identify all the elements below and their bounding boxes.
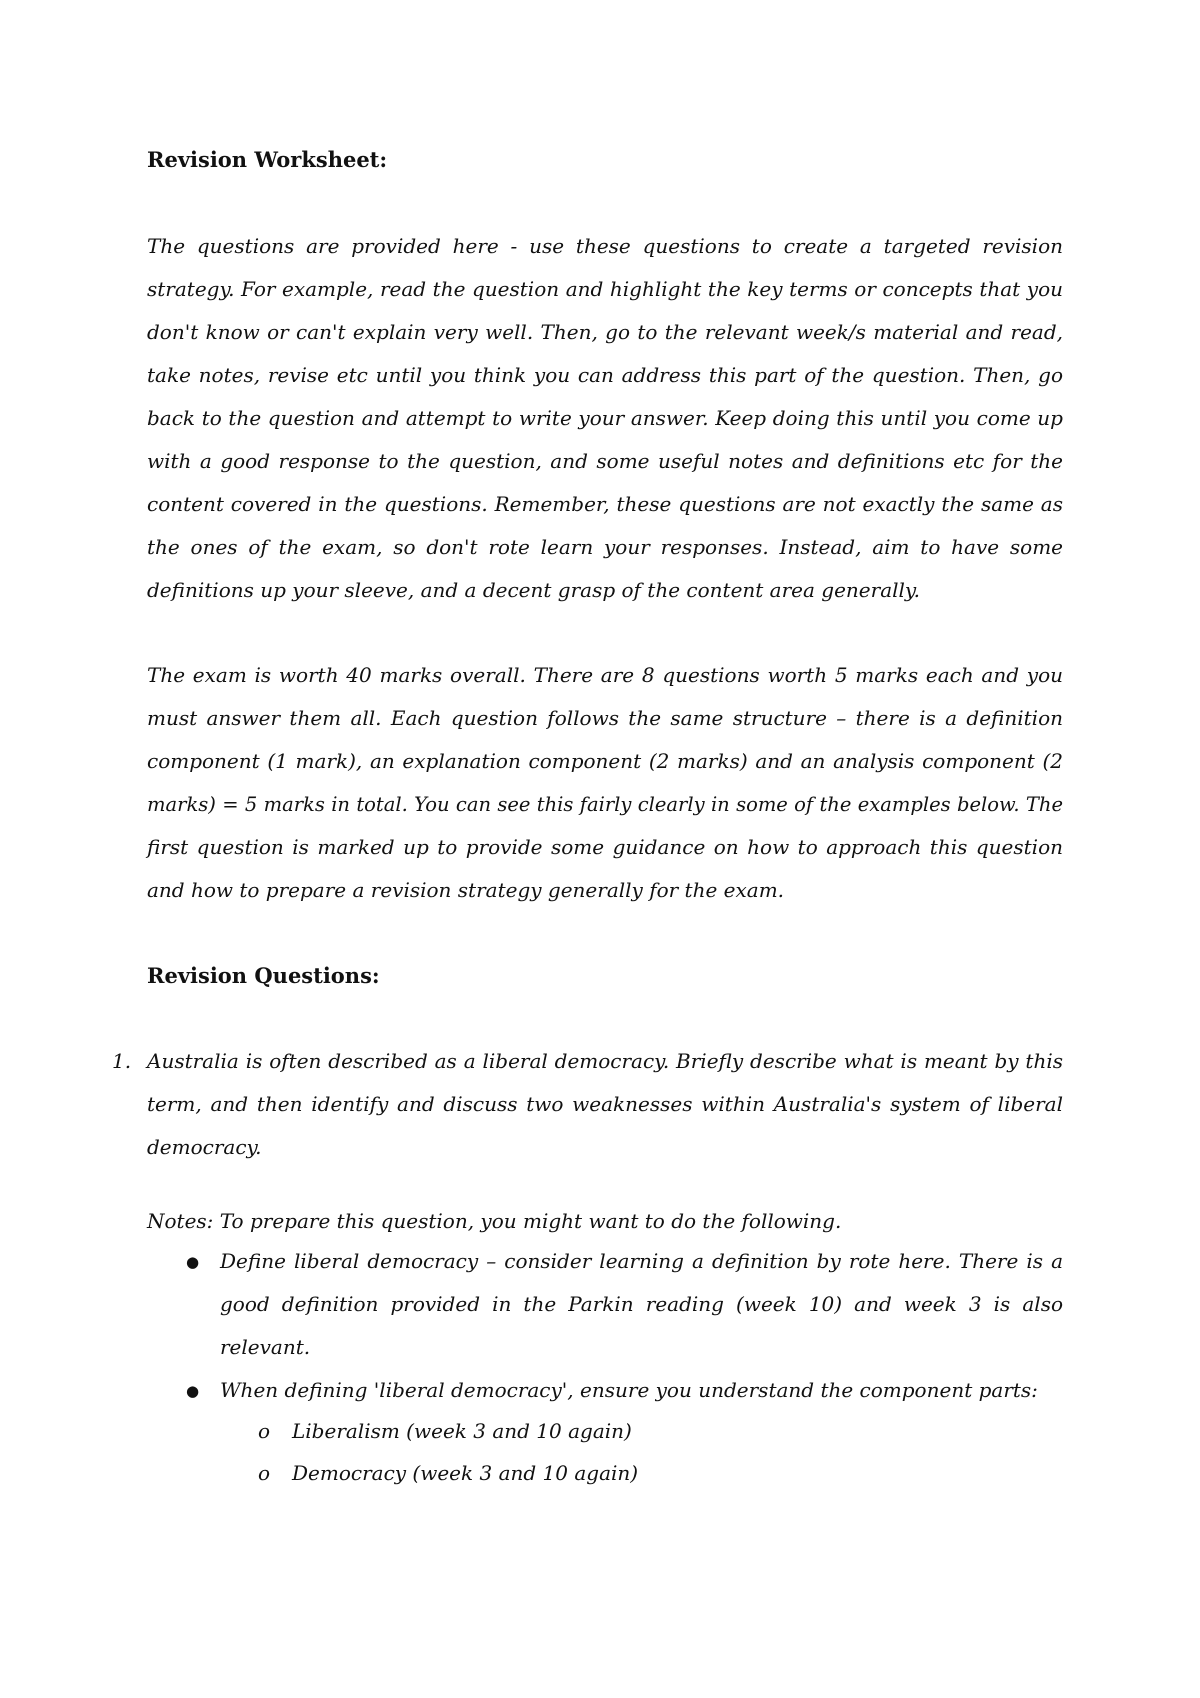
- intro-paragraph: [147, 225, 1063, 612]
- question-number: 1.: [112, 1049, 132, 1073]
- bullet-icon: ●: [186, 1382, 200, 1400]
- intro-line: The questions are provided here - use these questions to create a targeted revision: [147, 234, 1063, 258]
- worksheet-heading: Revision Worksheet:: [147, 147, 388, 172]
- exam-line: and how to prepare a revision strategy generally for the exam.: [147, 878, 785, 902]
- bullet-line: Define liberal democracy – consider learning a definition by rote here. There is a: [220, 1249, 1063, 1273]
- bullet-line: good definition provided in the Parkin reading (week 10) and week 3 is also: [220, 1292, 1063, 1316]
- exam-line: marks) = 5 marks in total. You can see this fairly clearly in some of the examples below. The: [147, 793, 1063, 816]
- intro-line: content covered in the questions. Remember, these questions are not exactly the same as: [147, 492, 1063, 516]
- exam-line: first question is marked up to provide some guidance on how to approach this question: [147, 835, 1063, 859]
- question-text: [147, 1040, 1063, 1169]
- sub-item-democracy: [292, 1452, 638, 1495]
- intro-line: definitions up your sleeve, and a decent grasp of the content area generally.: [147, 578, 920, 602]
- intro-line: strategy. For example, read the question and highlight the key terms or concepts that you: [147, 277, 1063, 301]
- question-line: Australia is often described as a liberal democracy. Briefly describe what is meant by this: [147, 1049, 1063, 1073]
- bullet-line: When defining 'liberal democracy', ensure you understand the component parts:: [220, 1378, 1038, 1402]
- bullet-line: relevant.: [220, 1335, 311, 1359]
- question-line: democracy.: [147, 1135, 262, 1159]
- intro-line: back to the question and attempt to write your answer. Keep doing this until you come up: [147, 406, 1063, 430]
- question-line: term, and then identify and discuss two weaknesses within Australia's system of liberal: [147, 1092, 1063, 1116]
- bullet-item-1: [220, 1240, 1063, 1369]
- sub-bullet-icon: o: [258, 1461, 271, 1485]
- notes-intro-line: Notes: To prepare this question, you might want to do the following.: [147, 1209, 842, 1233]
- intro-line: take notes, revise etc until you think you can address this part of the question. Then, go: [147, 363, 1063, 387]
- questions-heading: Revision Questions:: [147, 963, 380, 988]
- intro-line: with a good response to the question, and some useful notes and definitions etc for the: [147, 449, 1063, 473]
- notes-intro: [147, 1200, 841, 1243]
- sub-item-liberalism: [292, 1410, 632, 1453]
- bullet-item-2: [220, 1369, 1063, 1412]
- exam-paragraph: [147, 654, 1063, 912]
- bullet-icon: ●: [186, 1253, 200, 1271]
- sub-bullet-icon: o: [258, 1419, 271, 1443]
- intro-line: the ones of the exam, so don't rote learn your responses. Instead, aim to have some: [147, 535, 1063, 559]
- sub-item-text: Democracy (week 3 and 10 again): [292, 1461, 639, 1485]
- exam-line: component (1 mark), an explanation component (2 marks) and an analysis component (2: [147, 749, 1063, 773]
- intro-line: don't know or can't explain very well. Then, go to the relevant week/s material and read,: [147, 320, 1063, 344]
- sub-item-text: Liberalism (week 3 and 10 again): [292, 1419, 632, 1443]
- exam-line: The exam is worth 40 marks overall. There are 8 questions worth 5 marks each and you: [147, 663, 1063, 687]
- exam-line: must answer them all. Each question follows the same structure – there is a definition: [147, 706, 1063, 730]
